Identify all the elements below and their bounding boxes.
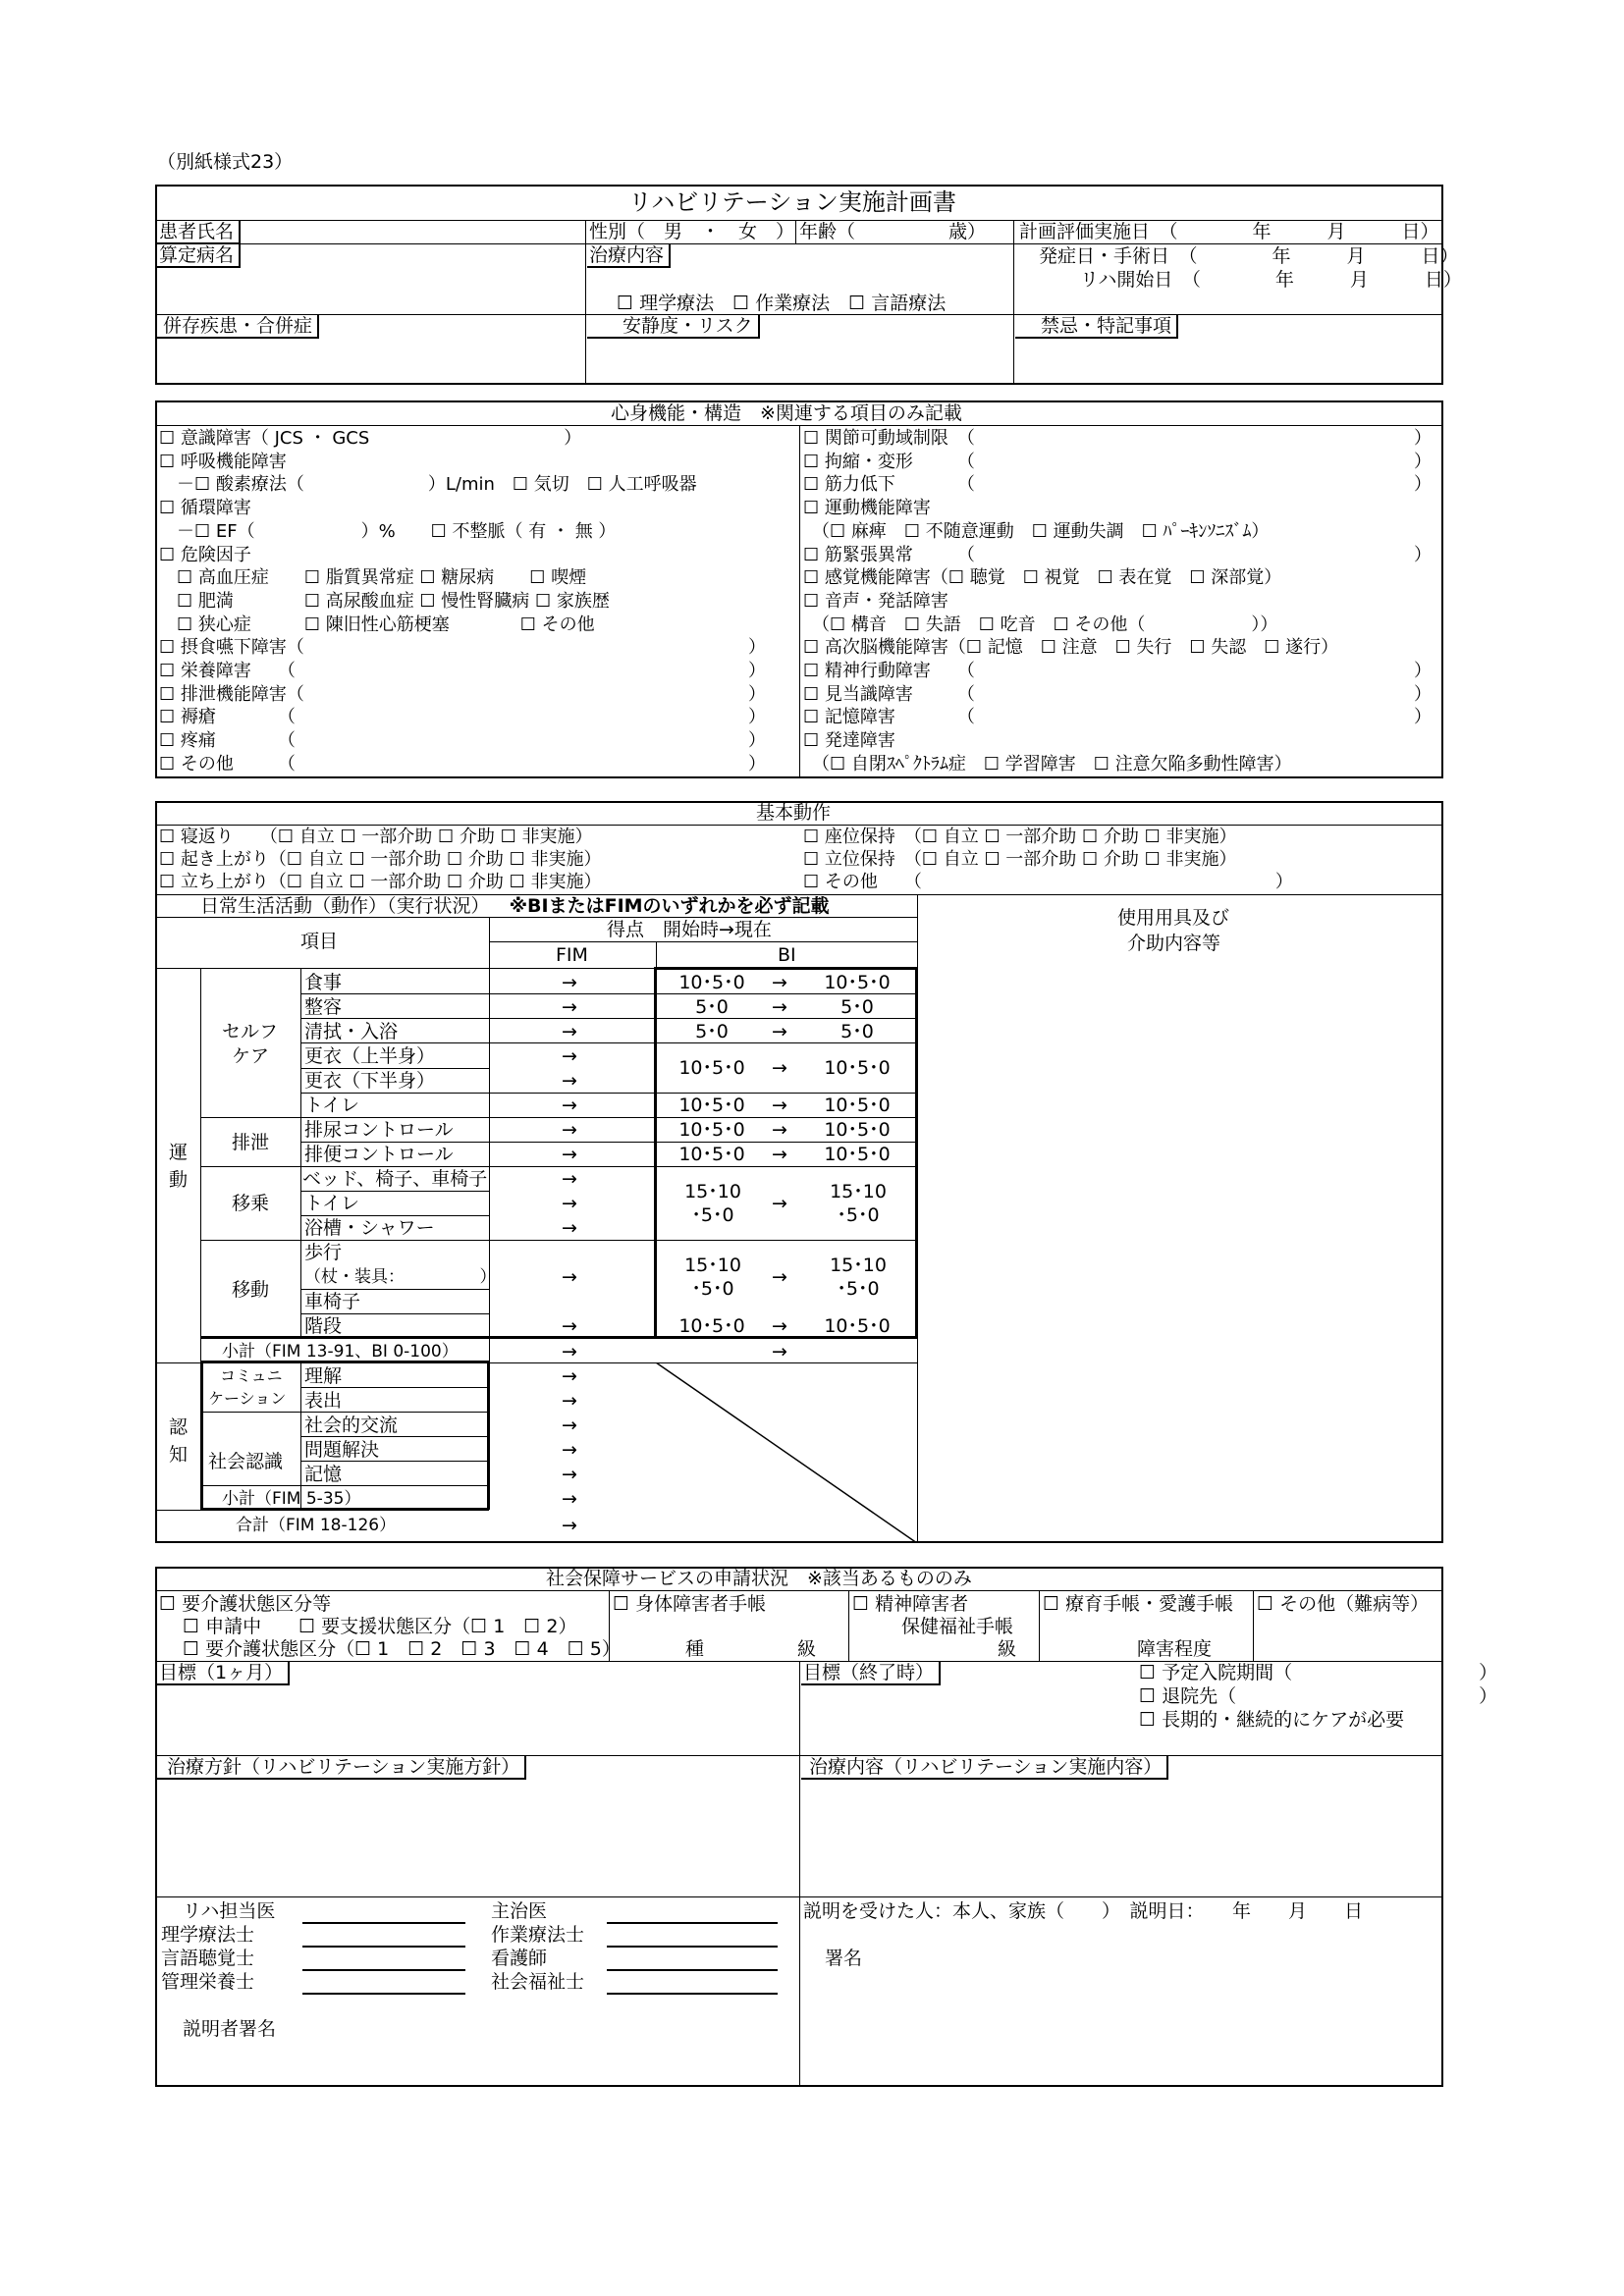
sub-social-awareness: 社会認識 xyxy=(208,1451,284,1472)
bi-arrow: → xyxy=(772,1021,787,1042)
body-function-left-item[interactable]: －☐ EF（ ）% ☐ 不整脈（ 有 ・ 無 ） xyxy=(159,520,617,542)
age-field[interactable]: 年齢（ 歳） xyxy=(799,221,987,242)
fim-arrow: → xyxy=(562,1415,577,1436)
bi-score-current: 10･5･0 xyxy=(824,972,891,993)
st-label: 言語聴覚士 xyxy=(161,1948,255,1969)
sub-selfcare-2: ケア xyxy=(232,1045,270,1067)
bi-score-start: 5･0 xyxy=(695,996,729,1018)
body-function-left-item[interactable]: ☐ その他 （ xyxy=(159,753,296,774)
body-function-left-item[interactable]: －☐ 酸素療法（ ）L/min ☐ 気切 ☐ 人工呼吸器 xyxy=(159,474,697,496)
close-paren: ） xyxy=(1414,707,1432,728)
basic-motion-left-item[interactable]: ☐ 寝返り （☐ 自立 ☐ 一部介助 ☐ 介助 ☐ 非実施） xyxy=(159,827,593,847)
care-applying-checkbox[interactable]: ☐ 申請中 ☐ 要支援状態区分（☐ 1 ☐ 2） xyxy=(183,1616,577,1637)
ot-label: 作業療法士 xyxy=(491,1924,585,1946)
rehab-doctor-line[interactable] xyxy=(302,1922,465,1924)
basic-motion-right-item[interactable]: ☐ 立位保持 （☐ 自立 ☐ 一部介助 ☐ 介助 ☐ 非実施） xyxy=(803,849,1237,870)
fim-arrow: → xyxy=(562,1464,577,1485)
sub-selfcare-1: セルフ xyxy=(222,1021,279,1042)
treatment-policy-label: 治療方針（リハビリテーション実施方針） xyxy=(157,1756,526,1780)
form-title: リハビリテーション実施計画書 xyxy=(628,188,956,216)
fim-arrow: → xyxy=(562,1045,577,1067)
goal-end-label: 目標（終了時） xyxy=(801,1662,941,1685)
item-stairs: 階段 xyxy=(304,1315,343,1337)
bi-score-start-1: 15･10 xyxy=(684,1181,741,1202)
body-function-right-item[interactable]: ☐ 記憶障害 （ xyxy=(803,707,975,728)
close-paren: ） xyxy=(1414,428,1432,449)
goal-1month-label: 目標（1ヶ月） xyxy=(157,1662,290,1685)
fim-arrow: → xyxy=(562,1488,577,1510)
body-function-right-item[interactable]: ☐ 筋緊張異常 （ xyxy=(803,544,975,565)
subtotal-motor: 小計（FIM 13-91、BI 0-100） xyxy=(222,1342,459,1362)
close-paren: ） xyxy=(1414,451,1432,472)
item-dress-lower: 更衣（下半身） xyxy=(304,1070,436,1092)
bi-arrow: → xyxy=(772,1193,787,1214)
adl-score-header: 得点 開始時→現在 xyxy=(607,919,772,940)
close-paren: ） xyxy=(748,637,766,659)
bi-arrow: → xyxy=(772,1119,787,1141)
fim-arrow: → xyxy=(562,1021,577,1042)
st-line[interactable] xyxy=(302,1969,465,1971)
close-paren: ） xyxy=(748,730,766,752)
group-motor: 運 動 xyxy=(169,1142,189,1191)
body-function-right-item[interactable]: ☐ 発達障害 xyxy=(803,730,895,752)
bi-score-start: 10･5･0 xyxy=(678,1315,745,1337)
physical-disability-grade: 種 級 xyxy=(685,1638,817,1660)
fim-arrow: → xyxy=(562,1365,577,1387)
body-function-left-item[interactable]: ☐ 循環障害 xyxy=(159,498,251,519)
adl-header xyxy=(200,895,830,917)
bi-score-start: 5･0 xyxy=(695,1021,729,1042)
body-function-left-item[interactable]: ☐ 狭心症 ☐ 陳旧性心筋梗塞 ☐ その他 xyxy=(159,614,595,635)
basic-motion-right-item[interactable]: ☐ その他 （ ） xyxy=(803,872,1293,892)
bi-score-current: 5･0 xyxy=(840,996,874,1018)
close-paren: ） xyxy=(1414,661,1432,681)
pt-line[interactable] xyxy=(302,1946,465,1948)
fim-arrow: → xyxy=(562,1217,577,1239)
body-function-right-item[interactable]: ☐ 関節可動域制限 （ xyxy=(803,428,975,449)
body-function-left-item[interactable]: ☐ 摂食嚥下障害（ xyxy=(159,637,304,659)
body-function-left-item[interactable]: ☐ 高血圧症 ☐ 脂質異常症 ☐ 糖尿病 ☐ 喫煙 xyxy=(159,567,587,589)
close-paren: ） xyxy=(1414,683,1432,705)
discharge-dest-checkbox[interactable]: ☐ 退院先（ ） xyxy=(1139,1685,1498,1707)
bi-score-current: 10･5･0 xyxy=(824,1095,891,1116)
onset-date-field[interactable]: 発症日・手術日 （ 年 月 日） xyxy=(1039,245,1459,267)
therapy-checkboxes[interactable]: ☐ 理学療法 ☐ 作業療法 ☐ 言語療法 xyxy=(617,293,947,314)
mental-disability-book: 保健福祉手帳 xyxy=(901,1616,1014,1637)
body-function-right-item[interactable]: ☐ 拘縮・変形 （ xyxy=(803,451,975,472)
comorbid-label: 併存疾患・合併症 xyxy=(157,315,319,339)
risk-label: 安静度・リスク xyxy=(587,315,760,339)
bi-header: BI xyxy=(778,944,796,966)
close-paren: ） xyxy=(1414,544,1432,565)
bi-score-current: 10･5･0 xyxy=(824,1057,891,1079)
body-function-left-item[interactable]: ☐ 危険因子 xyxy=(159,544,251,565)
fim-arrow: → xyxy=(562,1266,577,1288)
item-bathing: 清拭・入浴 xyxy=(304,1021,399,1042)
body-function-right-item[interactable]: ☐ 高次脳機能障害（☐ 記憶 ☐ 注意 ☐ 失行 ☐ 失認 ☐ 遂行） xyxy=(803,637,1339,659)
form-reference: （別紙様式23） xyxy=(157,151,294,173)
rehab-book-checkbox[interactable]: ☐ 療育手帳・愛護手帳 xyxy=(1043,1593,1234,1615)
close-paren: ） xyxy=(1414,474,1432,496)
signature-label: 署名 xyxy=(825,1948,863,1969)
sex-field[interactable]: 性別（ 男 ・ 女 ） xyxy=(589,221,795,242)
fim-arrow: → xyxy=(562,972,577,993)
bi-score-start: 10･5･0 xyxy=(678,1095,745,1116)
bi-score-start: 10･5･0 xyxy=(678,1057,745,1079)
adl-item-header: 項目 xyxy=(300,931,339,952)
body-function-right-item[interactable]: ☐ 見当識障害 （ xyxy=(803,683,975,705)
dietitian-line[interactable] xyxy=(302,1993,465,1995)
bi-arrow: → xyxy=(772,1057,787,1079)
fim-arrow: → xyxy=(562,996,577,1018)
fim-arrow: → xyxy=(562,1515,577,1536)
nurse-line[interactable] xyxy=(607,1969,778,1971)
eval-date-field[interactable]: 計画評価実施日 （ 年 月 日） xyxy=(1019,221,1439,242)
close-paren: ） xyxy=(748,707,766,728)
adl-header-note: ※BIまたはFIMのいずれかを必ず記載 xyxy=(509,895,830,917)
item-bowel: 排便コントロール xyxy=(304,1144,454,1165)
long-term-care-checkbox[interactable]: ☐ 長期的・継続的にケアが必要 xyxy=(1139,1709,1405,1731)
subtotal-cognitive: 小計（FIM 5-35） xyxy=(222,1489,361,1509)
nurse-label: 看護師 xyxy=(491,1948,548,1969)
item-meal: 食事 xyxy=(304,972,343,993)
rehab-doctor-label: リハ担当医 xyxy=(183,1900,276,1922)
bi-arrow: → xyxy=(772,972,787,993)
social-header: 社会保障サービスの申請状況 ※該当あるもののみ xyxy=(546,1568,972,1589)
explained-to-line[interactable]: 説明を受けた人：本人、家族（ ） 説明日： 年 月 日 xyxy=(803,1900,1364,1922)
care-level-checkbox[interactable]: ☐ 要介護状態区分等 xyxy=(159,1593,332,1615)
bi-score-start: 10･5･0 xyxy=(678,1144,745,1165)
pt-label: 理学療法士 xyxy=(161,1924,255,1946)
body-function-right-item[interactable]: ☐ 感覚機能障害（☐ 聴覚 ☐ 視覚 ☐ 表在覚 ☐ 深部覚） xyxy=(803,567,1282,589)
fim-arrow: → xyxy=(562,1119,577,1141)
ot-line[interactable] xyxy=(607,1946,778,1948)
fim-arrow: → xyxy=(562,1439,577,1461)
fim-arrow: → xyxy=(562,1070,577,1092)
item-dress-upper: 更衣（上半身） xyxy=(304,1045,436,1067)
basic-motion-left-item[interactable]: ☐ 起き上がり（☐ 自立 ☐ 一部介助 ☐ 介助 ☐ 非実施） xyxy=(159,849,602,870)
bi-score-current: 10･5･0 xyxy=(824,1315,891,1337)
body-function-right-item[interactable]: （☐ 麻痺 ☐ 不随意運動 ☐ 運動失調 ☐ ﾊﾟｰｷﾝｿﾆｽﾞﾑ） xyxy=(803,520,1270,542)
sub-excretion: 排泄 xyxy=(232,1132,270,1153)
body-function-right-item[interactable]: ☐ 筋力低下 （ xyxy=(803,474,975,496)
tools-header-1: 使用用具及び xyxy=(1117,907,1230,929)
sub-transfer: 移乗 xyxy=(232,1193,270,1214)
body-function-header: 心身機能・構造 ※関連する項目のみ記載 xyxy=(611,402,962,424)
bi-score-current: 10･5･0 xyxy=(824,1144,891,1165)
tools-header-2: 介助内容等 xyxy=(1127,933,1221,954)
close-paren: ） xyxy=(748,683,766,705)
fim-arrow: → xyxy=(562,1390,577,1412)
attending-label: 主治医 xyxy=(491,1900,548,1922)
basic-motion-right-item[interactable]: ☐ 座位保持 （☐ 自立 ☐ 一部介助 ☐ 介助 ☐ 非実施） xyxy=(803,827,1237,847)
bi-score-start-2: ･5･0 xyxy=(691,1204,734,1226)
fim-arrow: → xyxy=(562,1341,577,1362)
bi-score-start: 10･5･0 xyxy=(678,972,745,993)
item-walk: 歩行 xyxy=(304,1242,343,1263)
body-function-right-item[interactable]: （☐ 自閉ｽﾍﾟｸﾄﾗﾑ症 ☐ 学習障害 ☐ 注意欠陥多動性障害） xyxy=(803,753,1292,774)
item-tub-transfer: 浴槽・シャワー xyxy=(304,1217,435,1239)
planned-stay-checkbox[interactable]: ☐ 予定入院期間（ ） xyxy=(1139,1662,1498,1683)
body-function-left-item[interactable]: ☐ 呼吸機能障害 xyxy=(159,451,287,472)
rehab-start-field[interactable]: リハ開始日 （ 年 月 日） xyxy=(1080,269,1462,291)
item-bladder: 排尿コントロール xyxy=(304,1119,454,1141)
body-function-left-item[interactable]: ☐ 疼痛 （ xyxy=(159,730,296,752)
item-toilet: トイレ xyxy=(304,1095,360,1116)
mental-disability-grade: 級 xyxy=(998,1638,1017,1660)
treatment-label: 治療内容 xyxy=(587,244,671,268)
body-function-left-item[interactable]: ☐ 褥瘡 （ xyxy=(159,707,296,728)
item-memory: 記憶 xyxy=(304,1464,343,1485)
item-wheelchair: 車椅子 xyxy=(304,1291,361,1312)
bi-arrow: → xyxy=(772,1315,787,1337)
item-social-interaction: 社会的交流 xyxy=(304,1415,399,1436)
item-grooming: 整容 xyxy=(304,996,343,1018)
attending-line[interactable] xyxy=(607,1922,778,1924)
bi-score-current-2: ･5･0 xyxy=(837,1204,880,1226)
bi-arrow: → xyxy=(772,1144,787,1165)
group-cognitive: 認 知 xyxy=(169,1416,189,1466)
basic-motion-left-item[interactable]: ☐ 立ち上がり（☐ 自立 ☐ 一部介助 ☐ 介助 ☐ 非実施） xyxy=(159,872,602,892)
close-paren: ） xyxy=(748,753,766,774)
bi-score-current: 10･5･0 xyxy=(824,1119,891,1141)
patient-name-label: 患者氏名 xyxy=(157,221,241,244)
bi-score-current: 5･0 xyxy=(840,1021,874,1042)
fim-arrow: → xyxy=(562,1193,577,1214)
item-toilet-transfer: トイレ xyxy=(304,1193,360,1214)
total-score: 合計（FIM 18-126） xyxy=(236,1516,397,1535)
bi-score-start-1: 15･10 xyxy=(684,1255,741,1276)
fim-arrow: → xyxy=(562,1315,577,1337)
body-function-left-item[interactable]: ☐ 肥満 ☐ 高尿酸血症 ☐ 慢性腎臓病 ☐ 家族歴 xyxy=(159,590,610,612)
sw-line[interactable] xyxy=(607,1993,778,1995)
fim-arrow: → xyxy=(562,1144,577,1165)
item-understanding: 理解 xyxy=(304,1365,343,1387)
treatment-content-label: 治療内容（リハビリテーション実施内容） xyxy=(801,1756,1168,1780)
body-function-right-item[interactable]: ☐ 精神行動障害 （ xyxy=(803,661,975,681)
item-bed-transfer: ベッド、椅子、車椅子 xyxy=(302,1168,488,1190)
mental-disability-checkbox[interactable]: ☐ 精神障害者 xyxy=(852,1593,969,1615)
sub-mobility: 移動 xyxy=(232,1279,270,1301)
bi-score-start: 10･5･0 xyxy=(678,1119,745,1141)
explainer-signature-label: 説明者署名 xyxy=(183,2018,277,2040)
fim-header: FIM xyxy=(556,944,588,966)
rehab-book-grade: 障害程度 xyxy=(1137,1638,1213,1660)
adl-header-text: 日常生活活動（動作）（実行状況） xyxy=(200,895,490,917)
body-function-left-item[interactable]: ☐ 意識障害（ JCS ・ GCS ） xyxy=(159,428,582,449)
bi-score-start-2: ･5･0 xyxy=(691,1278,734,1300)
sub-communication-1: コミュニ xyxy=(220,1366,283,1385)
disease-label: 算定病名 xyxy=(157,244,241,268)
bi-score-current-2: ･5･0 xyxy=(837,1278,880,1300)
contra-label: 禁忌・特記事項 xyxy=(1015,315,1178,339)
body-function-right-item[interactable]: （☐ 構音 ☐ 失語 ☐ 吃音 ☐ その他（ ）） xyxy=(803,614,1278,635)
bi-score-current-1: 15･10 xyxy=(830,1255,887,1276)
body-function-left-item[interactable]: ☐ 栄養障害 （ xyxy=(159,661,296,681)
bi-cognitive-na-diagonal xyxy=(656,1362,917,1543)
bi-arrow: → xyxy=(772,1266,787,1288)
item-walk-aid[interactable]: （杖・装具： ） xyxy=(304,1267,497,1287)
body-function-right-item[interactable]: ☐ 音声・発話障害 xyxy=(803,590,948,612)
item-problem-solving: 問題解決 xyxy=(304,1439,380,1461)
dietitian-label: 管理栄養士 xyxy=(161,1971,255,1993)
care-need-checkbox[interactable]: ☐ 要介護状態区分（☐ 1 ☐ 2 ☐ 3 ☐ 4 ☐ 5） xyxy=(183,1638,621,1660)
body-function-left-item[interactable]: ☐ 排泄機能障害（ xyxy=(159,683,304,705)
fim-arrow: → xyxy=(562,1168,577,1190)
bi-score-current-1: 15･10 xyxy=(830,1181,887,1202)
other-checkbox[interactable]: ☐ その他（難病等） xyxy=(1257,1593,1430,1615)
bi-subtotal-arrow: → xyxy=(772,1341,787,1362)
item-expression: 表出 xyxy=(304,1390,343,1412)
bi-arrow: → xyxy=(772,996,787,1018)
sub-communication-2: ケーション xyxy=(208,1389,287,1408)
bi-arrow: → xyxy=(772,1095,787,1116)
body-function-right-item[interactable]: ☐ 運動機能障害 xyxy=(803,498,931,519)
fim-arrow: → xyxy=(562,1095,577,1116)
basic-motion-header: 基本動作 xyxy=(756,802,832,824)
physical-disability-checkbox[interactable]: ☐ 身体障害者手帳 xyxy=(613,1593,767,1615)
close-paren: ） xyxy=(748,661,766,681)
sw-label: 社会福祉士 xyxy=(491,1971,585,1993)
